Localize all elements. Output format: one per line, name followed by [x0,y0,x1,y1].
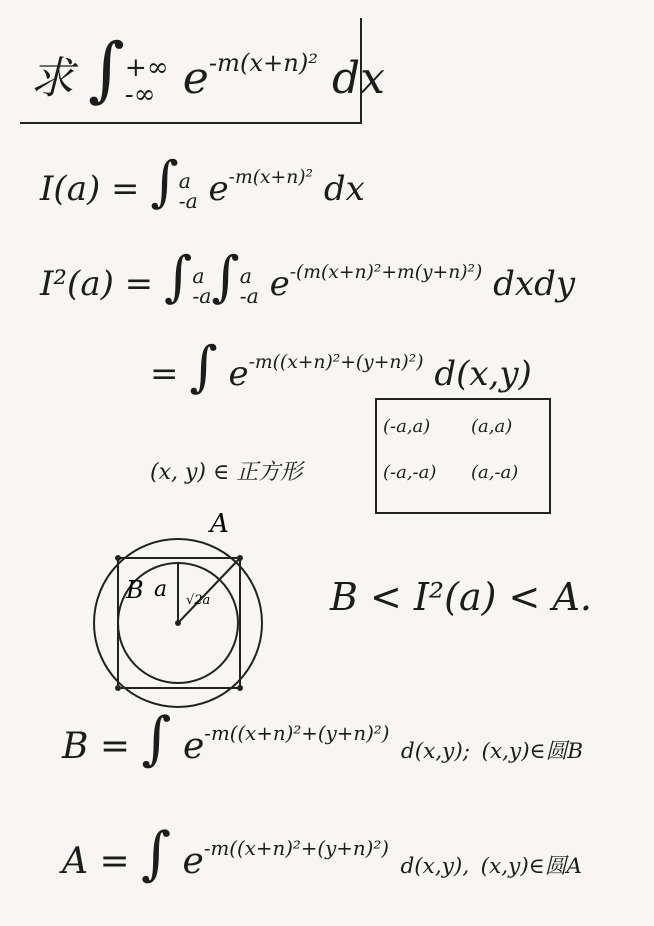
circle-square-diagram [90,510,280,720]
double-integral-line [150,335,532,398]
exponent: -m(x+n)² [228,167,314,189]
integral-sign: ∫ [189,335,218,398]
differential: dx [323,169,365,209]
vertex [237,685,243,691]
exponent: -m((x+n)²+(y+n)²) [204,722,390,746]
differential: dx [332,53,385,104]
lower-limit: -a [192,284,212,308]
corner-bottom-right: (a,-a) [471,462,519,483]
upper-limit: a [192,263,205,288]
condition: (x,y)∈圆A [480,854,582,879]
condition: (x,y)∈圆B [481,739,584,764]
title-expression [30,28,385,110]
ia-definition [40,150,365,213]
vertex [115,685,121,691]
integral-sign: ∫ [141,820,172,887]
B-definition [62,705,583,772]
differential: dxdy [493,264,576,304]
integral-sign: ∫ [141,705,172,772]
upper-limit-2: a [239,263,252,288]
square-corners-box [375,398,551,514]
upper-limit: a [178,168,191,193]
differential: d(x,y) [434,354,532,394]
corner-bottom-left: (-a,-a) [383,462,437,483]
integral-sign: ∫ [150,150,179,213]
title-prefix: 求 [30,53,74,104]
integral-sign: ∫ [88,28,125,110]
exp-base: e [208,169,229,209]
exp-base: e [182,53,209,104]
lhs: B = [62,726,131,767]
label-a: a [154,577,168,602]
label-B: B [126,576,144,604]
lhs: = [150,354,179,394]
vertex [237,555,243,561]
lhs: I²(a) = [40,264,154,304]
lower-limit: -∞ [124,78,156,110]
i2a-definition [40,245,575,308]
corner-top-right: (a,a) [471,416,513,437]
exp-base: e [269,264,290,304]
lhs: I(a) = [40,169,140,209]
upper-limit: +∞ [124,52,169,84]
vertex [115,555,121,561]
exponent: -m((x+n)²+(y+n)²) [203,837,389,861]
lhs: A = [62,841,130,882]
inequality: B < I²(a) < A. [330,575,592,619]
A-definition [62,820,582,887]
domain-statement: (x, y) ∈ 正方形 [150,460,303,485]
integral-sign-2: ∫ [211,245,240,308]
exponent: -(m(x+n)²+m(y+n)²) [289,262,483,284]
lower-limit-2: -a [239,284,259,308]
center-point [175,620,181,626]
differential: d(x,y); [400,739,471,764]
exp-base: e [182,726,205,767]
lower-limit: -a [178,189,198,213]
exp-base: e [182,841,204,882]
label-A: A [210,510,229,539]
integral-sign: ∫ [163,245,193,308]
radius-sqrt2a [178,558,240,623]
exponent: -m(x+n)² [208,49,319,78]
exp-base: e [228,354,249,394]
differential: d(x,y), [400,854,470,879]
exponent: -m((x+n)²+(y+n)²) [248,352,424,374]
label-sqrt2a: √2a [186,593,211,608]
corner-top-left: (-a,a) [383,416,431,437]
